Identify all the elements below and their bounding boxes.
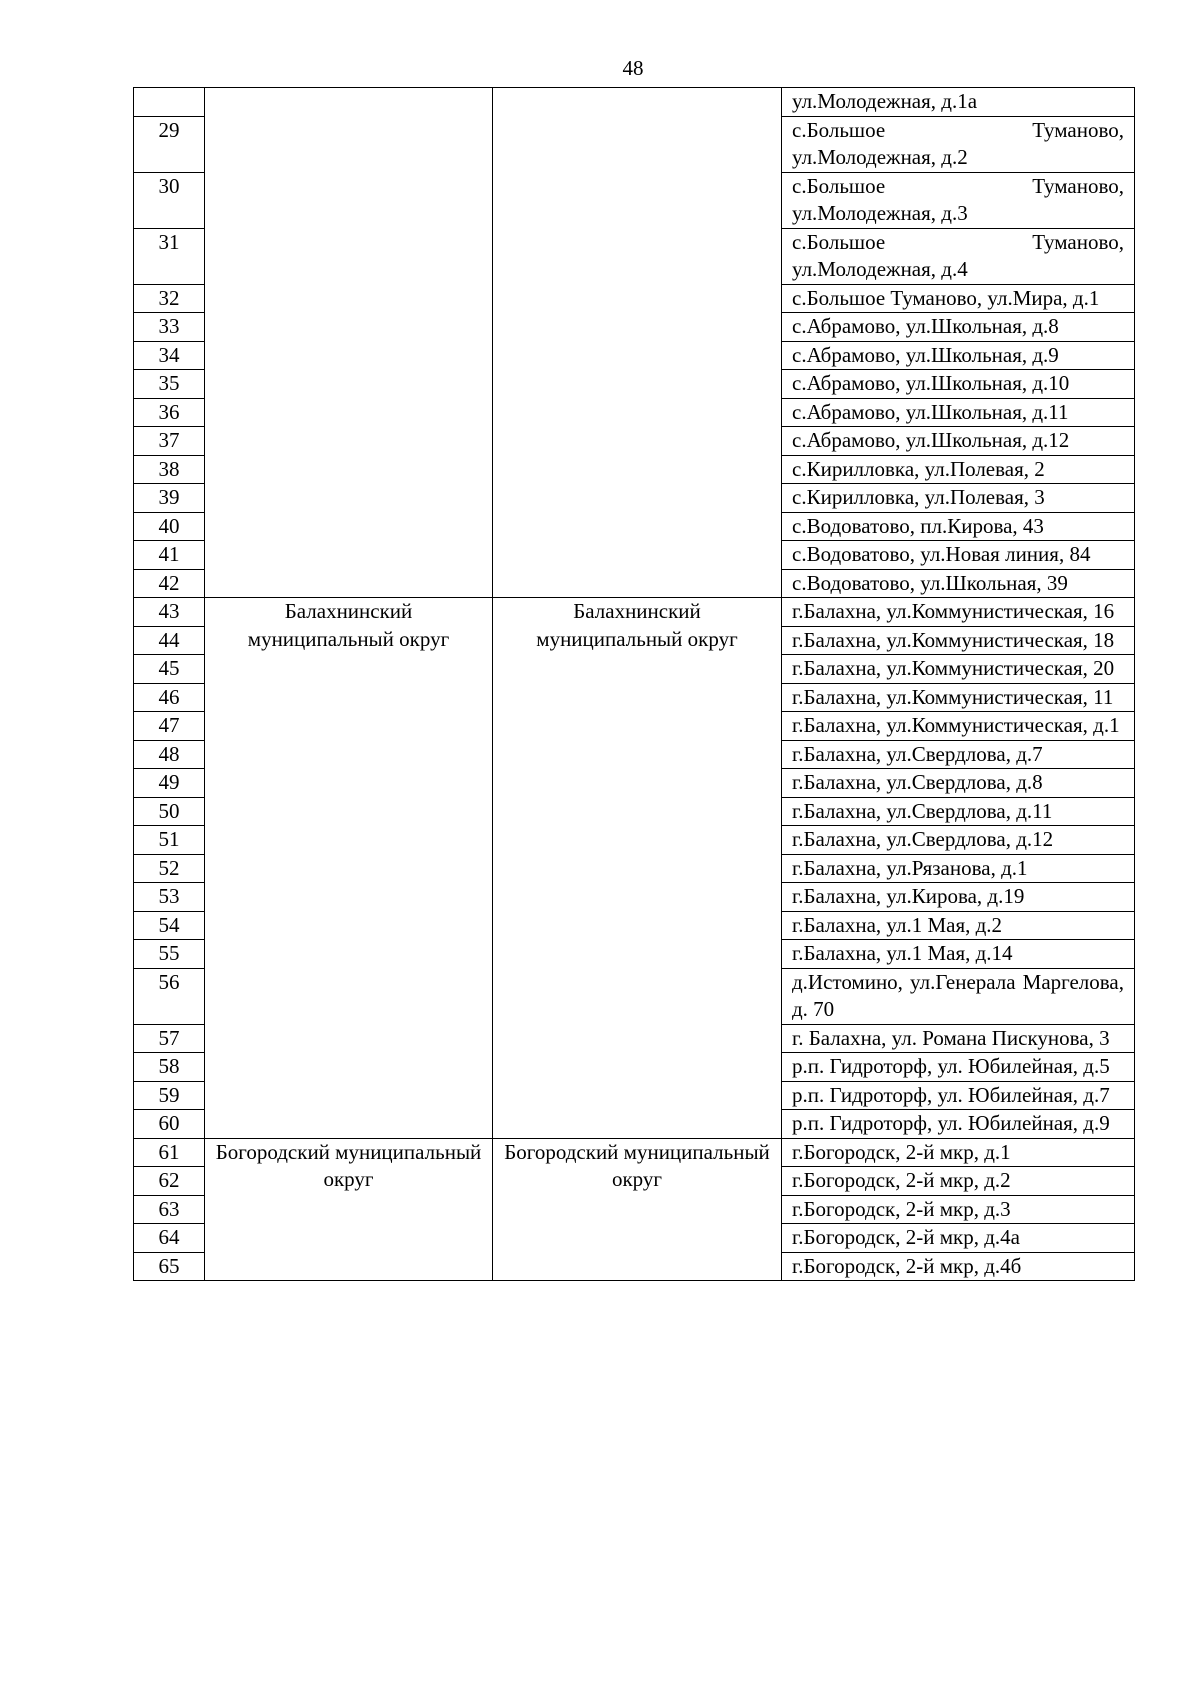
address-cell: ул.Молодежная, д.1а (782, 88, 1135, 117)
address-cell: с.Кирилловка, ул.Полевая, 3 (782, 484, 1135, 513)
address-table (133, 87, 1135, 1281)
address-cell: г.Богородск, 2-й мкр, д.4а (782, 1224, 1135, 1253)
municipal-district-cell: Балахнинский муниципальный округ (205, 598, 493, 1139)
row-number: 40 (134, 512, 205, 541)
row-number: 44 (134, 626, 205, 655)
address-cell: с.Абрамово, ул.Школьная, д.10 (782, 370, 1135, 399)
address-cell: р.п. Гидроторф, ул. Юбилейная, д.5 (782, 1053, 1135, 1082)
row-number: 39 (134, 484, 205, 513)
row-number: 65 (134, 1252, 205, 1281)
address-cell: с.Абрамово, ул.Школьная, д.12 (782, 427, 1135, 456)
row-number: 59 (134, 1081, 205, 1110)
row-number: 32 (134, 284, 205, 313)
address-cell: г.Балахна, ул.Свердлова, д.7 (782, 740, 1135, 769)
row-number: 51 (134, 826, 205, 855)
address-cell: г.Богородск, 2-й мкр, д.2 (782, 1167, 1135, 1196)
row-number: 29 (134, 116, 205, 172)
address-cell: с.Кирилловка, ул.Полевая, 2 (782, 455, 1135, 484)
row-number: 37 (134, 427, 205, 456)
row-number: 42 (134, 569, 205, 598)
row-number: 58 (134, 1053, 205, 1082)
table-row (134, 1138, 1135, 1167)
address-cell: г.Балахна, ул.1 Мая, д.14 (782, 940, 1135, 969)
row-number: 47 (134, 712, 205, 741)
row-number: 57 (134, 1024, 205, 1053)
table-row (134, 88, 1135, 117)
address-cell: г.Балахна, ул.Коммунистическая, 11 (782, 683, 1135, 712)
address-cell: г.Балахна, ул.1 Мая, д.2 (782, 911, 1135, 940)
row-number: 49 (134, 769, 205, 798)
municipal-district-cell: Богородский муниципальный округ (205, 1138, 493, 1281)
row-number: 36 (134, 398, 205, 427)
address-cell: д.Истомино, ул.Генерала Маргелова, д. 70 (782, 968, 1135, 1024)
row-number: 50 (134, 797, 205, 826)
row-number: 30 (134, 172, 205, 228)
row-number: 41 (134, 541, 205, 570)
municipal-formation-cell: Богородский муниципальный округ (493, 1138, 782, 1281)
address-cell: г.Балахна, ул.Свердлова, д.8 (782, 769, 1135, 798)
address-cell: г.Балахна, ул.Кирова, д.19 (782, 883, 1135, 912)
address-cell: с.Абрамово, ул.Школьная, д.11 (782, 398, 1135, 427)
municipal-formation-cell (493, 88, 782, 598)
row-number: 38 (134, 455, 205, 484)
address-cell: г.Богородск, 2-й мкр, д.4б (782, 1252, 1135, 1281)
row-number: 56 (134, 968, 205, 1024)
row-number: 60 (134, 1110, 205, 1139)
address-cell: с.Абрамово, ул.Школьная, д.9 (782, 341, 1135, 370)
address-cell: с.Абрамово, ул.Школьная, д.8 (782, 313, 1135, 342)
row-number: 43 (134, 598, 205, 627)
address-cell: г.Балахна, ул.Свердлова, д.11 (782, 797, 1135, 826)
row-number: 33 (134, 313, 205, 342)
row-number (134, 88, 205, 117)
address-cell: г.Балахна, ул.Рязанова, д.1 (782, 854, 1135, 883)
address-cell: г.Балахна, ул.Коммунистическая, 16 (782, 598, 1135, 627)
address-cell: р.п. Гидроторф, ул. Юбилейная, д.7 (782, 1081, 1135, 1110)
row-number: 64 (134, 1224, 205, 1253)
address-cell: с.Большое Туманово, ул.Молодежная, д.3 (782, 172, 1135, 228)
address-cell: г.Балахна, ул.Коммунистическая, 18 (782, 626, 1135, 655)
address-cell: г. Балахна, ул. Романа Пискунова, 3 (782, 1024, 1135, 1053)
address-cell: г.Богородск, 2-й мкр, д.3 (782, 1195, 1135, 1224)
address-cell: с.Водоватово, ул.Школьная, 39 (782, 569, 1135, 598)
address-cell: г.Балахна, ул.Коммунистическая, д.1 (782, 712, 1135, 741)
address-cell: р.п. Гидроторф, ул. Юбилейная, д.9 (782, 1110, 1135, 1139)
address-cell: с.Водоватово, пл.Кирова, 43 (782, 512, 1135, 541)
row-number: 35 (134, 370, 205, 399)
row-number: 53 (134, 883, 205, 912)
row-number: 54 (134, 911, 205, 940)
row-number: 52 (134, 854, 205, 883)
address-cell: с.Большое Туманово, ул.Молодежная, д.2 (782, 116, 1135, 172)
row-number: 48 (134, 740, 205, 769)
row-number: 34 (134, 341, 205, 370)
row-number: 61 (134, 1138, 205, 1167)
municipal-district-cell (205, 88, 493, 598)
address-cell: г.Балахна, ул.Коммунистическая, 20 (782, 655, 1135, 684)
row-number: 45 (134, 655, 205, 684)
municipal-formation-cell: Балахнинский муниципальный округ (493, 598, 782, 1139)
page-number: 48 (622, 56, 644, 80)
row-number: 46 (134, 683, 205, 712)
address-cell: г.Богородск, 2-й мкр, д.1 (782, 1138, 1135, 1167)
address-cell: с.Большое Туманово, ул.Мира, д.1 (782, 284, 1135, 313)
row-number: 31 (134, 228, 205, 284)
address-cell: с.Большое Туманово, ул.Молодежная, д.4 (782, 228, 1135, 284)
table-row (134, 598, 1135, 627)
row-number: 63 (134, 1195, 205, 1224)
address-cell: с.Водоватово, ул.Новая линия, 84 (782, 541, 1135, 570)
address-cell: г.Балахна, ул.Свердлова, д.12 (782, 826, 1135, 855)
row-number: 55 (134, 940, 205, 969)
row-number: 62 (134, 1167, 205, 1196)
